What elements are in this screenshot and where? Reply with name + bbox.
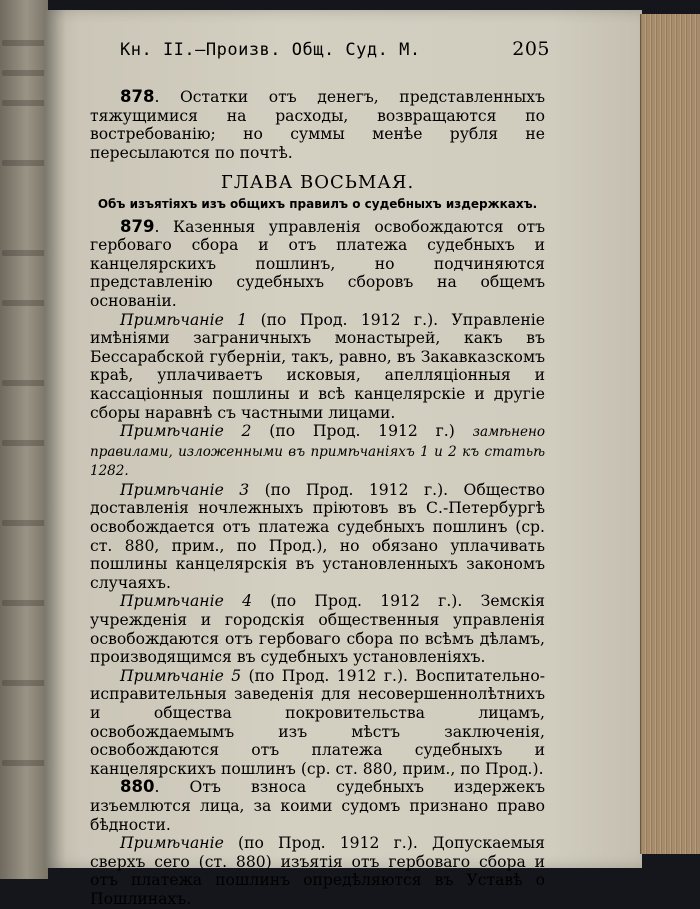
article-text: . Отъ взноса судебныхъ издержекъ изъемлются лица, за коими судомъ признано право бѣдности. [90, 778, 545, 834]
note-label: Примѣчаніе 5 [120, 666, 242, 685]
article-879 [90, 218, 545, 311]
chapter-title: ГЛАВА ВОСЬМАЯ. [220, 172, 415, 194]
note-text: (по Прод. 1912 г.). Общество доставленія ночлежныхъ пріютовъ въ С.-Петербургѣ освобождается отъ платежа судебныхъ пошлинъ (ср. ст. 880, прим., по Прод.), но обязано уплачивать пошлины канцелярскія въ установленныхъ закономъ случаяхъ. [90, 480, 545, 592]
page-header [120, 38, 550, 60]
note-label: Примѣчаніе 2 [120, 422, 252, 441]
note-3 [90, 481, 545, 593]
note-label: Примѣчаніе 1 [120, 310, 248, 329]
note-4 [90, 592, 545, 666]
chapter-subtitle: Объ изъятіяхъ изъ общихъ правилъ о судебныхъ издержкахъ. [97, 196, 538, 211]
page-body [90, 88, 545, 909]
facing-page-edge [0, 0, 48, 879]
note-text: (по Прод. 1912 г.). Земскія учрежденія и городскія общественныя управленія освобождаются отъ гербоваго сбора по всѣмъ дѣламъ, производящимся въ судебныхъ установленіяхъ. [90, 592, 545, 667]
article-878 [90, 88, 545, 162]
article-number: 879 [120, 216, 155, 236]
note-text: (по Прод. 1912 г.). Допускаемыя сверхъ сего (ст. 880) изъятія отъ гербоваго сбора и отъ платежа пошлинъ опредѣляются въ Уставѣ о Пошлинахъ. [90, 834, 545, 908]
note-text: (по Прод. 1912 г.). Управленіе имѣніями заграничныхъ монастырей, какъ въ Бессарабской губерніи, такъ, равно, въ Закавказскомъ краѣ, уплачиваетъ исковыя, апелляціонныя и кассаціонныя пошлины и всѣ канцелярскіе и другіе сборы наравнѣ съ частными лицами. [90, 310, 545, 422]
article-number: 880 [120, 777, 155, 797]
note-2 [90, 422, 545, 481]
article-880 [90, 778, 545, 834]
note-italic-text: замѣнено правилами, изложенными въ примѣчаніяхъ 1 и 2 къ статьѣ 1282. [90, 424, 545, 480]
note-label: Примѣчаніе [120, 834, 224, 853]
note-label: Примѣчаніе 3 [120, 480, 250, 499]
note-text: (по Прод. 1912 г.). Воспитательно-исправительныя заведенія для несовершеннолѣтнихъ и общества покровительства лицамъ, освобождаемымъ изъ мѣстъ заключенія, освобождаются отъ платежа судебныхъ и канцелярскихъ пошлинъ (ср. ст. 880, прим., по Прод.). [90, 666, 545, 778]
article-number: 878 [120, 87, 155, 106]
note-880 [90, 834, 545, 908]
note-5 [90, 667, 545, 779]
note-1 [90, 311, 545, 423]
running-title: Кн. II.—Произв. Общ. Суд. М. [120, 40, 421, 60]
article-text: . Остатки отъ денегъ, представленныхъ тяжущимися на расходы, возвращаются по востребованію; но суммы менѣе рубля не пересылаются по почтѣ. [90, 88, 545, 162]
note-label: Примѣчаніе 4 [120, 592, 252, 611]
page-gutter-shadow [44, 10, 66, 868]
page-number: 205 [512, 38, 550, 60]
note-text: (по Прод. 1912 г.) [251, 422, 473, 441]
article-text: . Казенныя управленія освобождаются отъ гербоваго сбора и отъ платежа судебныхъ и канцелярскихъ пошлинъ, но подчиняются представленію судебныхъ сборовъ на общемъ основаніи. [90, 217, 545, 310]
page-block-edge [640, 14, 700, 854]
